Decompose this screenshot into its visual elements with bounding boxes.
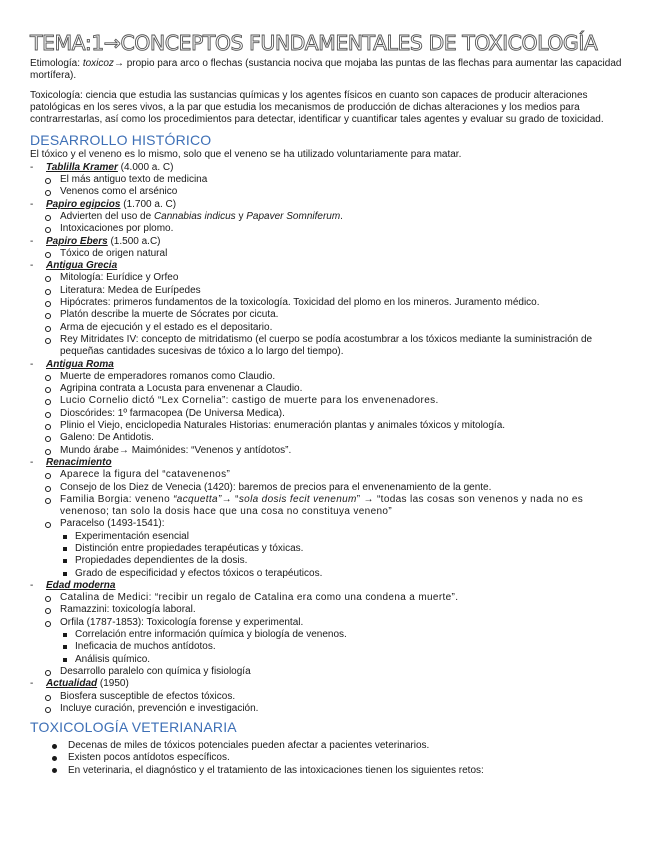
hollow-bullet-icon — [45, 252, 51, 258]
hollow-bullet-icon — [45, 498, 51, 504]
etimologia-label: Etimología: — [30, 58, 83, 69]
historico-intro: El tóxico y el veneno es lo mismo, solo que el veneno se ha utilizado voluntariamente para matar. — [30, 149, 462, 161]
list-item: Lucio Cornelio dictó “Lex Cornelia”: castigo de muerte para los envenenadores. — [30, 395, 625, 407]
list-item: Agripina contrata a Locusta para envenenar a Claudio. — [30, 383, 625, 395]
period-name: Papiro Ebers — [46, 235, 108, 247]
etimologia-paragraph — [30, 58, 625, 83]
period-name: Tablilla Kramer — [46, 161, 118, 173]
sub-list-item: Ineficacia de muchos antídotos. — [30, 641, 625, 653]
period-heading — [30, 678, 625, 690]
hollow-bullet-icon — [45, 313, 51, 319]
list-item: Hipócrates: primeros fundamentos de la toxicología. Toxicidad del plomo en los mineros. Juramento médico. — [30, 297, 625, 309]
hollow-bullet-icon — [45, 695, 51, 701]
square-bullet-icon — [63, 645, 67, 649]
square-bullet-icon — [63, 572, 67, 576]
period-date: (4.000 a. C) — [117, 161, 174, 173]
period-heading — [30, 580, 625, 592]
list-item: Rey Mitridates IV: concepto de mitridatismo (el cuerpo se podía acostumbrar a los tóxicos mediante la suministración de pequeñas cantidades sucesivas de tóxico a lo largo del tiempo). — [30, 334, 625, 359]
section-heading-historico: DESARROLLO HISTÓRICO — [30, 132, 212, 149]
period-date: (1950) — [97, 678, 129, 690]
dash-bullet: - — [30, 456, 34, 468]
hollow-bullet-icon — [45, 596, 51, 602]
sub-list-item: Análisis químico. — [30, 654, 625, 666]
hollow-bullet-icon — [45, 486, 51, 492]
list-item: Existen pocos antídotos específicos. — [30, 752, 625, 764]
list-item: Biosfera susceptible de efectos tóxicos. — [30, 691, 625, 703]
period-list — [30, 174, 625, 199]
period-date: (1.700 a. C) — [120, 198, 177, 210]
list-item: Arma de ejecución y el estado es el depositario. — [30, 322, 625, 334]
square-bullet-icon — [63, 658, 67, 662]
list-item: Catalina de Medici: “recibir un regalo de Catalina era como una condena a muerte”. — [30, 592, 625, 604]
square-bullet-icon — [63, 559, 67, 563]
hollow-bullet-icon — [45, 621, 51, 627]
dash-bullet: - — [30, 161, 34, 173]
period-name: Papiro egipcios — [46, 198, 121, 210]
dash-bullet: - — [30, 198, 34, 210]
hollow-bullet-icon — [45, 387, 51, 393]
sub-list-item: Distinción entre propiedades terapéuticas y tóxicas. — [30, 543, 625, 555]
etimologia-text: → propio para arco o flechas (sustancia nociva que mojaba las puntas de las flechas para aumentar las capacidad mortífera). — [30, 58, 622, 82]
hollow-bullet-icon — [45, 707, 51, 713]
period-name: Renacimiento — [46, 456, 112, 468]
list-item: Galeno: De Antidotis. — [30, 432, 625, 444]
list-item: Muerte de emperadores romanos como Claudio. — [30, 371, 625, 383]
sub-list-item: Correlación entre información química y biología de venenos. — [30, 629, 625, 641]
hollow-bullet-icon — [45, 399, 51, 405]
list-item: Aparece la figura del “catavenenos” — [30, 469, 625, 481]
period-heading — [30, 162, 625, 174]
list-item: Desarrollo paralelo con química y fisiología — [30, 666, 625, 678]
disc-bullet-icon — [52, 768, 57, 773]
disc-bullet-icon — [52, 744, 57, 749]
etimologia-term: toxicoz — [82, 58, 114, 69]
dash-bullet: - — [30, 579, 34, 591]
dash-bullet: - — [30, 260, 34, 272]
period-list — [30, 272, 625, 358]
list-item: El más antiguo texto de medicina — [30, 174, 625, 186]
hollow-bullet-icon — [45, 289, 51, 295]
period-name: Actualidad — [46, 678, 98, 690]
square-bullet-icon — [63, 633, 67, 637]
hollow-bullet-icon — [45, 522, 51, 528]
page-title: TEMA:1→CONCEPTOS FUNDAMENTALES DE TOXICOLOGÍA — [30, 31, 598, 55]
list-item: Plinio el Viejo, enciclopedia Naturales Historias: enumeración plantas y animales tóxicos y mitología. — [30, 420, 625, 432]
period-heading — [30, 236, 625, 248]
hollow-bullet-icon — [45, 449, 51, 455]
veterinaria-list — [30, 740, 625, 777]
period-list — [30, 691, 625, 716]
period-name: Antigua Grecia — [46, 260, 118, 272]
period-list — [30, 469, 625, 580]
period-list — [30, 592, 625, 678]
hollow-bullet-icon — [45, 178, 51, 184]
sub-list-item: Experimentación esencial — [30, 531, 625, 543]
list-item: Incluye curación, prevención e investigación. — [30, 703, 625, 715]
disc-bullet-icon — [52, 756, 57, 761]
hollow-bullet-icon — [45, 424, 51, 430]
list-item: Tóxico de origen natural — [30, 248, 625, 260]
period-heading — [30, 359, 625, 371]
list-item: Decenas de miles de tóxicos potenciales pueden afectar a pacientes veterinarios. — [30, 740, 625, 752]
list-item: En veterinaria, el diagnóstico y el tratamiento de las intoxicaciones tienen los siguientes retos: — [30, 765, 625, 777]
hollow-bullet-icon — [45, 190, 51, 196]
hollow-bullet-icon — [45, 227, 51, 233]
hollow-bullet-icon — [45, 301, 51, 307]
hollow-bullet-icon — [45, 338, 51, 344]
period-list — [30, 211, 625, 236]
hollow-bullet-icon — [45, 375, 51, 381]
dash-bullet: - — [30, 235, 34, 247]
period-name: Antigua Roma — [46, 358, 114, 370]
hollow-bullet-icon — [45, 436, 51, 442]
list-item: Mundo árabe→ Maimónides: “Venenos y antídotos”. — [30, 445, 625, 457]
list-item: Familia Borgia: veneno “acquetta”→ “sola dosis fecit venenum” → “todas las cosas son venenos y nada no es venenoso; tan solo la dosis hace que una cosa no constituya veneno” — [30, 494, 625, 519]
period-heading — [30, 457, 625, 469]
list-item: Advierten del uso de Cannabias indicus y Papaver Somniferum. — [30, 211, 625, 223]
list-item: Consejo de los Diez de Venecia (1420): baremos de precios para el envenenamiento de la gente. — [30, 482, 625, 494]
square-bullet-icon — [63, 535, 67, 539]
hollow-bullet-icon — [45, 412, 51, 418]
hollow-bullet-icon — [45, 473, 51, 479]
list-item: Dioscórides: 1º farmacopea (De Universa Medica). — [30, 408, 625, 420]
period-date: (1.500 a.C) — [107, 235, 161, 247]
period-heading — [30, 199, 625, 211]
period-heading — [30, 260, 625, 272]
hollow-bullet-icon — [45, 276, 51, 282]
list-item: Venenos como el arsénico — [30, 186, 625, 198]
hollow-bullet-icon — [45, 326, 51, 332]
list-item: Intoxicaciones por plomo. — [30, 223, 625, 235]
period-list — [30, 371, 625, 457]
list-item: Ramazzini: toxicología laboral. — [30, 604, 625, 616]
list-item: Literatura: Medea de Eurípedes — [30, 285, 625, 297]
section-heading-veterinaria: TOXICOLOGÍA VETERIANARIA — [30, 719, 237, 736]
period-name: Edad moderna — [46, 579, 116, 591]
square-bullet-icon — [63, 547, 67, 551]
dash-bullet: - — [30, 678, 34, 690]
dash-bullet: - — [30, 358, 34, 370]
list-item: Platón describe la muerte de Sócrates por cicuta. — [30, 309, 625, 321]
hollow-bullet-icon — [45, 608, 51, 614]
list-item: Paracelso (1493-1541): — [30, 518, 625, 530]
list-item: Orfila (1787-1853): Toxicología forense y experimental. — [30, 617, 625, 629]
toxicologia-definition: Toxicología: ciencia que estudia las sustancias químicas y los agentes físicos en cuanto son capaces de producir alteraciones patológicas en los seres vivos, a la par que estudia los mecanismos de producción de dichas alteraciones y los medios para contrarrestarlas, así como los procedimientos para detectar, identificar y cuantificar tales agentes y evaluar su grado de toxicidad. — [30, 89, 604, 126]
sub-list-item: Grado de especificidad y efectos tóxicos o terapéuticos. — [30, 568, 625, 580]
period-list — [30, 248, 625, 260]
hollow-bullet-icon — [45, 670, 51, 676]
hollow-bullet-icon — [45, 215, 51, 221]
list-item: Mitología: Eurídice y Orfeo — [30, 272, 625, 284]
sub-list-item: Propiedades dependientes de la dosis. — [30, 555, 625, 567]
